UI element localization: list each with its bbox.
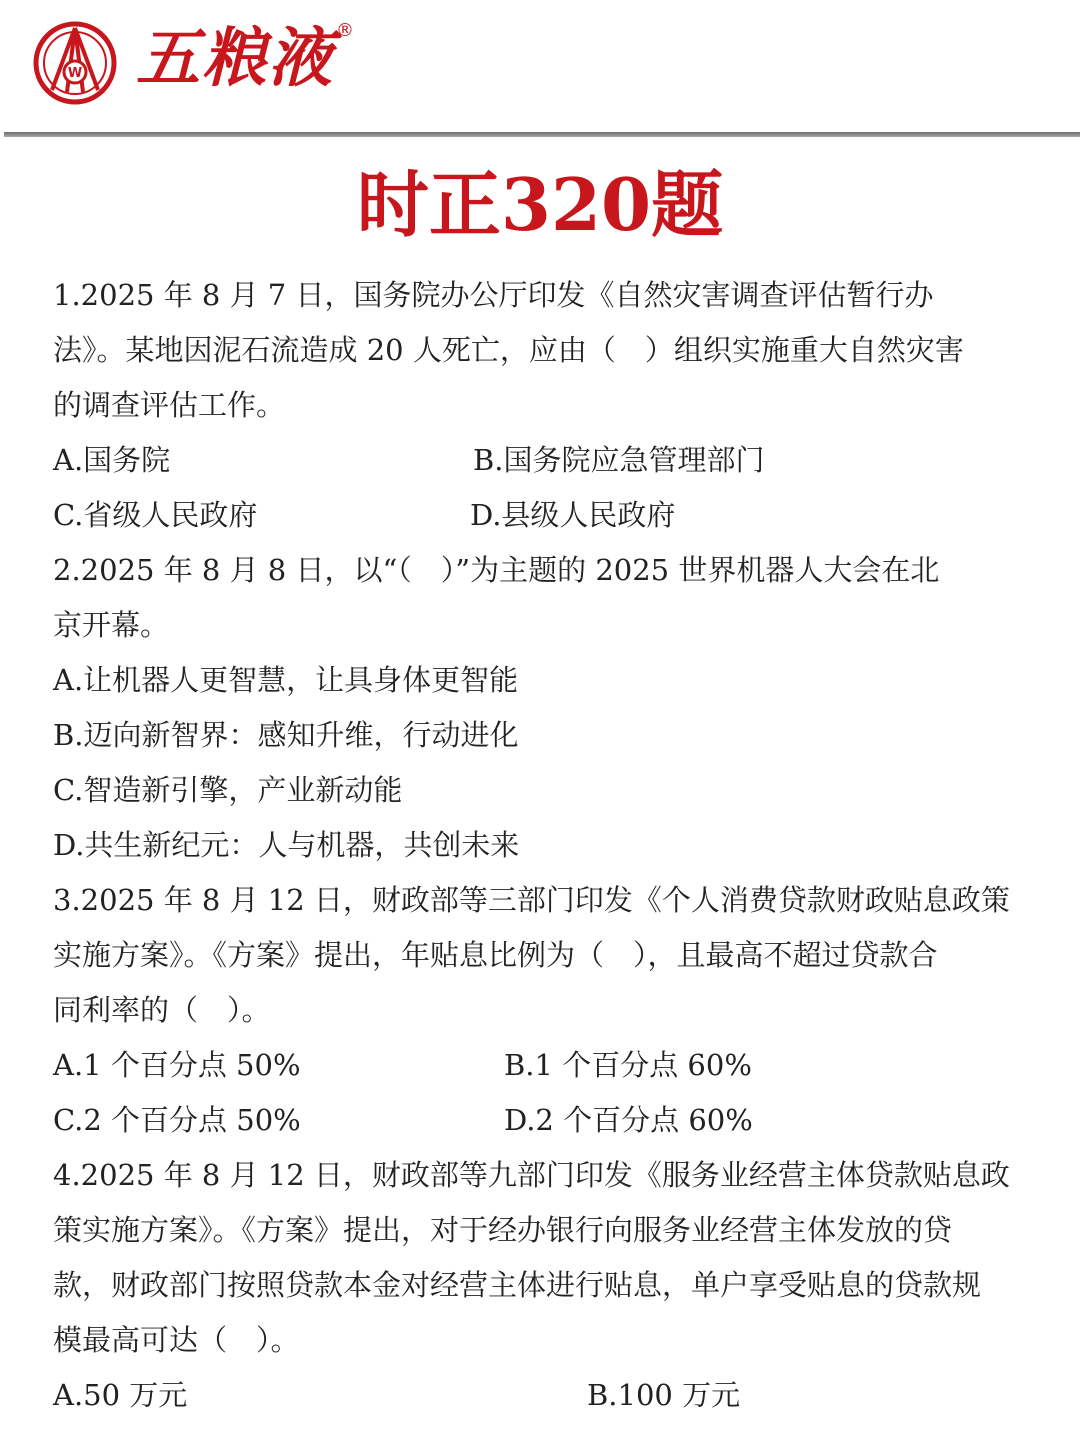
question-2-option-a: A.让机器人更智慧，让具身体更智能 [53,663,519,697]
question-4-option-b: B.100 万元 [587,1378,741,1412]
question-1-option-d: D.县级人民政府 [470,498,676,532]
question-4-line-3: 款，财政部门按照贷款本金对经营主体进行贴息，单户享受贴息的贷款规 [53,1268,982,1302]
question-1-options-row-1 [53,433,1033,488]
question-1-line-2: 法》。某地因泥石流造成 20 人死亡，应由（ ）组织实施重大自然灾害 [53,333,964,367]
header-divider [4,132,1080,137]
page-title: 时正320题 [356,162,724,247]
question-1-options-row-2 [53,488,1033,543]
wuliangye-logo-icon [32,20,118,106]
registered-mark: ® [336,20,354,41]
question-1-option-a: A.国务院 [53,443,171,477]
question-3-options-row-2 [53,1093,1033,1148]
question-3-line-3: 同利率的（ ）。 [53,993,271,1027]
logo-letter: W [67,66,83,81]
question-1-option-b: B.国务院应急管理部门 [473,443,765,477]
question-3-option-b: B.1 个百分点 60% [504,1048,752,1082]
question-1-line-1: 1.2025 年 8 月 7 日，国务院办公厅印发《自然灾害调查评估暂行办 [53,278,934,312]
question-2-line-1: 2.2025 年 8 月 8 日，以“（ ）”为主题的 2025 世界机器人大会在北 [53,553,940,587]
question-1-line-3: 的调查评估工作。 [53,388,286,422]
question-3-options-row-1 [53,1038,1033,1093]
question-2-option-d: D.共生新纪元：人与机器，共创未来 [53,828,520,862]
question-2-line-2: 京开幕。 [53,608,170,642]
question-4-line-2: 策实施方案》。《方案》提出，对于经办银行向服务业经营主体发放的贷 [53,1213,953,1247]
question-4-options-row-1 [53,1368,1033,1423]
question-list [53,268,1033,1423]
question-4-line-1: 4.2025 年 8 月 12 日，财政部等九部门印发《服务业经营主体贷款贴息政 [53,1158,1010,1192]
question-3-line-1: 3.2025 年 8 月 12 日，财政部等三部门印发《个人消费贷款财政贴息政策 [53,883,1010,917]
question-3-option-c: C.2 个百分点 50% [53,1103,301,1137]
brand-name: 五粮液 [136,21,334,96]
question-3-option-a: A.1 个百分点 50% [53,1048,301,1082]
question-1-option-c: C.省级人民政府 [53,498,258,532]
question-4-option-a: A.50 万元 [53,1378,188,1412]
question-3-option-d: D.2 个百分点 60% [504,1103,753,1137]
question-2-option-b: B.迈向新智界：感知升维，行动进化 [53,718,519,752]
question-2-option-c: C.智造新引擎，产业新动能 [53,773,403,807]
question-3-line-2: 实施方案》。《方案》提出，年贴息比例为（ ），且最高不超过贷款合 [53,938,938,972]
header [0,0,1080,132]
question-4-line-4: 模最高可达（ ）。 [53,1323,300,1357]
